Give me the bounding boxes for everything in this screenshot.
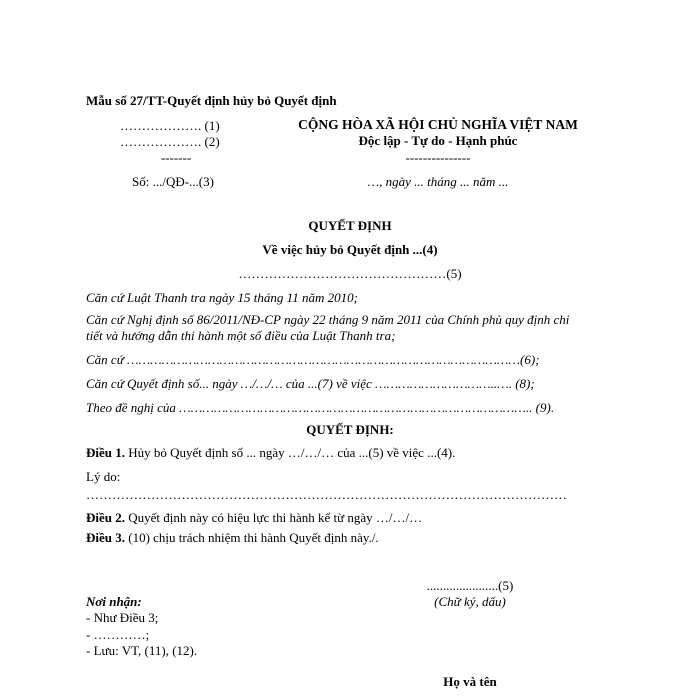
decision-subject: Về việc hủy bỏ Quyết định ...(4) [262, 242, 438, 257]
article-3 [86, 530, 379, 546]
issue-date: …, ngày ... tháng ... năm ... [367, 174, 509, 189]
reason-line: ………………………………………………………………………………………………… [86, 487, 567, 502]
recipient-item: - Lưu: VT, (11), (12). [86, 643, 198, 658]
article-1-label: Điều 1. [86, 445, 125, 460]
signature-note: (Chữ ký, dấu) [434, 594, 506, 609]
recipient-item: - …………; [86, 627, 150, 642]
recipients-heading: Nơi nhận: [86, 594, 142, 609]
basis-law: Căn cứ Luật Thanh tra ngày 15 tháng 11 năm 2010; [86, 290, 358, 305]
agency-line-1: ………………. (1) [120, 118, 220, 133]
recipient-item: - Như Điều 3; [86, 610, 159, 625]
article-2-text: Quyết định này có hiệu lực thi hành kể từ ngày …/…/… [125, 510, 423, 525]
right-divider: --------------- [405, 150, 471, 165]
left-divider: ------- [160, 150, 192, 165]
nation-name: CỘNG HÒA XÃ HỘI CHỦ NGHĨA VIỆT NAM [298, 117, 578, 132]
signer-name: Họ và tên [443, 674, 497, 689]
article-2-label: Điều 2. [86, 510, 125, 525]
decides-heading: QUYẾT ĐỊNH: [306, 422, 394, 437]
form-title: Mẫu số 27/TT-Quyết định hủy bỏ Quyết định [86, 93, 337, 108]
reason-label: Lý do: [86, 469, 121, 484]
article-1 [86, 445, 455, 461]
decision-title: QUYẾT ĐỊNH [308, 218, 392, 233]
article-1-text: Hủy bỏ Quyết định số ... ngày …/…/… của ...(5) về việc ...(4). [125, 445, 456, 460]
decision-number: Số: .../QĐ-...(3) [132, 174, 214, 189]
article-3-label: Điều 3. [86, 530, 125, 545]
national-motto: Độc lập - Tự do - Hạnh phúc [358, 133, 518, 148]
signature-issuer: ......................(5) [426, 578, 514, 593]
basis-decree-line-2: tiết và hướng dẫn thi hành một số điều của Luật Thanh tra; [86, 328, 396, 343]
issuer-line: …………………………………………(5) [238, 266, 462, 281]
article-3-text: (10) chịu trách nhiệm thi hành Quyết định này./. [125, 530, 379, 545]
agency-line-2: ………………. (2) [120, 134, 220, 149]
basis-other: Căn cứ …………………………………………………………………………………………(6); [86, 352, 540, 367]
basis-decree-line-1: Căn cứ Nghị định số 86/2011/NĐ-CP ngày 22 tháng 9 năm 2011 của Chính phủ quy định chi [86, 312, 570, 327]
basis-decision: Căn cứ Quyết định số... ngày …/…/… của ...(7) về việc …………………………..…. (8); [86, 376, 535, 391]
article-2 [86, 510, 422, 526]
basis-proposal: Theo đề nghị của ……………………………………………………………………………….. (9). [86, 400, 555, 415]
